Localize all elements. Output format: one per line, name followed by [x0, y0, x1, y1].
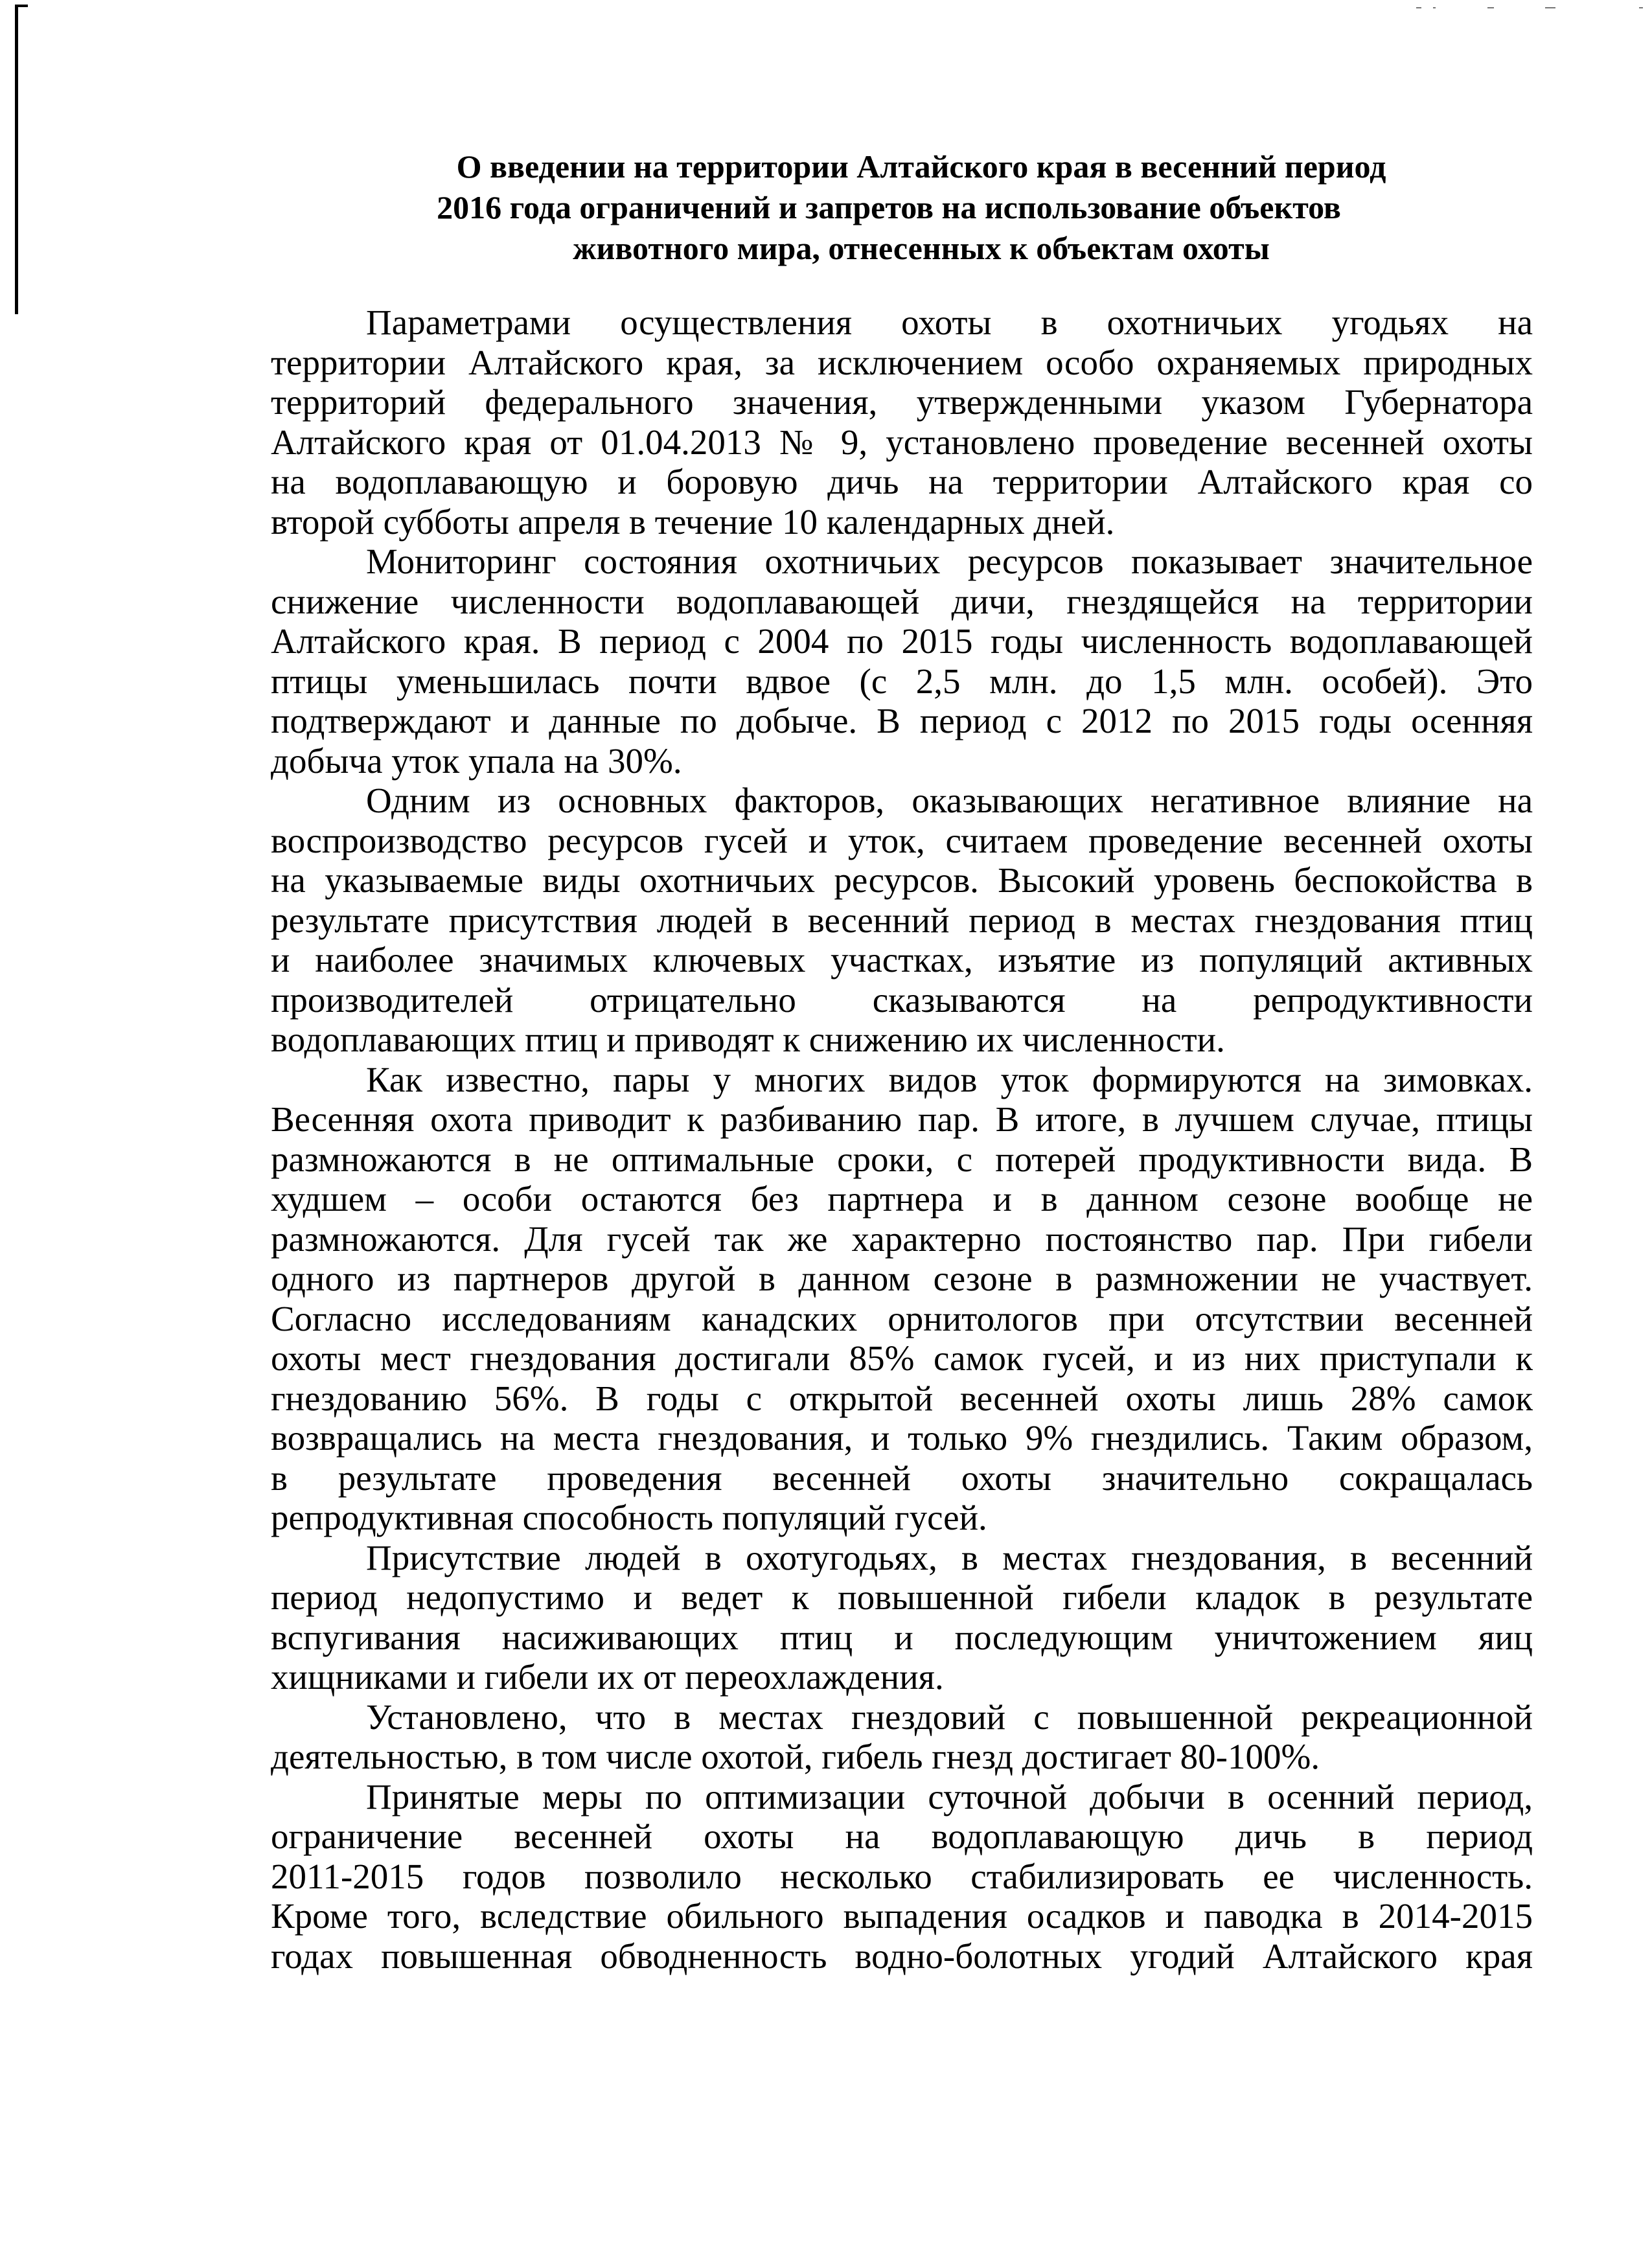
scan-noise [1639, 7, 1643, 8]
text-line: худшем – особи остаются без партнера и в данном сезоне вообще не [271, 1179, 1533, 1219]
text-line: репродуктивная способность популяций гусей. [271, 1498, 987, 1537]
text-line: производителей отрицательно сказываются на репродуктивности [271, 979, 1533, 1020]
text-line: и наиболее значимых ключевых участках, изъятие из популяций активных [271, 940, 1533, 979]
text-line: размножаются в не оптимальные сроки, с потерей продуктивности вида. В [271, 1139, 1533, 1179]
text-line: добыча уток упала на 30%. [271, 740, 682, 781]
scan-noise [1416, 7, 1421, 8]
text-line: водоплавающих птиц и приводят к снижению их численности. [271, 1020, 1225, 1059]
text-line: Одним из основных факторов, оказывающих негативное влияние на [366, 781, 1533, 820]
paragraph [271, 1697, 1533, 1777]
scan-noise [1545, 7, 1555, 8]
document-title [271, 146, 1533, 269]
text-line: второй субботы апреля в течение 10 календарных дней. [271, 501, 1115, 542]
text-line: Параметрами осуществления охоты в охотничьих угодьях на [366, 303, 1533, 342]
text-line: Алтайского края. В период с 2004 по 2015 годы численность водоплавающей [271, 621, 1533, 661]
text-line: территории Алтайского края, за исключением особо охраняемых природных [271, 342, 1533, 382]
text-line: Как известно, пары у многих видов уток формируются на зимовках. [366, 1059, 1533, 1099]
paragraph [271, 1777, 1533, 1976]
text-line: вспугивания насиживающих птиц и последующим уничтожением яиц [271, 1617, 1533, 1657]
text-line: хищниками и гибели их от переохлаждения. [271, 1657, 944, 1697]
text-line: на водоплавающую и боровую дичь на территории Алтайского края со [271, 462, 1533, 501]
paragraph [271, 1060, 1533, 1538]
text-line: 2011-2015 годов позволило несколько стабилизировать ее численность. [271, 1856, 1533, 1896]
title-line: 2016 года ограничений и запретов на использование объектов [437, 189, 1341, 225]
text-line: Установлено, что в местах гнездовий с повышенной рекреационной [366, 1697, 1533, 1737]
text-line: одного из партнеров другой в данном сезоне в размножении не участвует. [271, 1259, 1533, 1298]
scan-edge-mark [15, 5, 18, 314]
text-line: размножаются. Для гусей так же характерно постоянство пар. При гибели [271, 1219, 1533, 1259]
text-line: птицы уменьшилась почти вдвое (с 2,5 млн. до 1,5 млн. особей). Это [271, 661, 1533, 701]
text-line: годах повышенная обводненность водно-болотных угодий Алтайского края [271, 1936, 1533, 1976]
text-line: гнездованию 56%. В годы с открытой весенней охоты лишь 28% самок [271, 1378, 1533, 1418]
text-line: Принятые меры по оптимизации суточной добычи в осенний период, [366, 1776, 1533, 1816]
document-page [271, 146, 1533, 1976]
text-line: ограничение весенней охоты на водоплавающую дичь в период [271, 1816, 1533, 1856]
document-body [271, 303, 1533, 1976]
text-line: Кроме того, вследствие обильного выпадения осадков и паводка в 2014-2015 [271, 1896, 1533, 1936]
title-line: О введении на территории Алтайского края в весенний период [456, 148, 1386, 185]
text-line: на указываемые виды охотничьих ресурсов. Высокий уровень беспокойства в [271, 860, 1533, 900]
text-line: Согласно исследованиям канадских орнитологов при отсутствии весенней [271, 1298, 1533, 1338]
text-line: возвращались на места гнездования, и только 9% гнездились. Таким образом, [271, 1418, 1533, 1458]
text-line: Весенняя охота приводит к разбиванию пар. В итоге, в лучшем случае, птицы [271, 1099, 1533, 1139]
text-line: территорий федерального значения, утвержденными указом Губернатора [271, 382, 1533, 422]
text-line: период недопустимо и ведет к повышенной гибели кладок в результате [271, 1577, 1533, 1617]
paragraph [271, 1538, 1533, 1697]
scan-noise [1433, 7, 1436, 8]
paragraph [271, 542, 1533, 781]
paragraph [271, 303, 1533, 542]
text-line: в результате проведения весенней охоты значительно сокращалась [271, 1458, 1533, 1498]
text-line: снижение численности водоплавающей дичи, гнездящейся на территории [271, 581, 1533, 621]
paragraph [271, 781, 1533, 1060]
title-line: животного мира, отнесенных к объектам охоты [573, 230, 1270, 266]
text-line: воспроизводство ресурсов гусей и уток, считаем проведение весенней охоты [271, 820, 1533, 860]
text-line: деятельностью, в том числе охотой, гибель гнезд достигает 80-100%. [271, 1737, 1320, 1776]
text-line: Мониторинг состояния охотничьих ресурсов показывает значительное [366, 542, 1533, 581]
scan-noise [1487, 7, 1494, 8]
text-line: Присутствие людей в охотугодьях, в местах гнездования, в весенний [366, 1537, 1533, 1577]
text-line: подтверждают и данные по добыче. В период с 2012 по 2015 годы осенняя [271, 701, 1533, 740]
text-line: результате присутствия людей в весенний период в местах гнездования птиц [271, 900, 1533, 940]
text-line: охоты мест гнездования достигали 85% самок гусей, и из них приступали к [271, 1338, 1533, 1378]
text-line: Алтайского края от 01.04.2013 № 9, установлено проведение весенней охоты [271, 422, 1533, 462]
